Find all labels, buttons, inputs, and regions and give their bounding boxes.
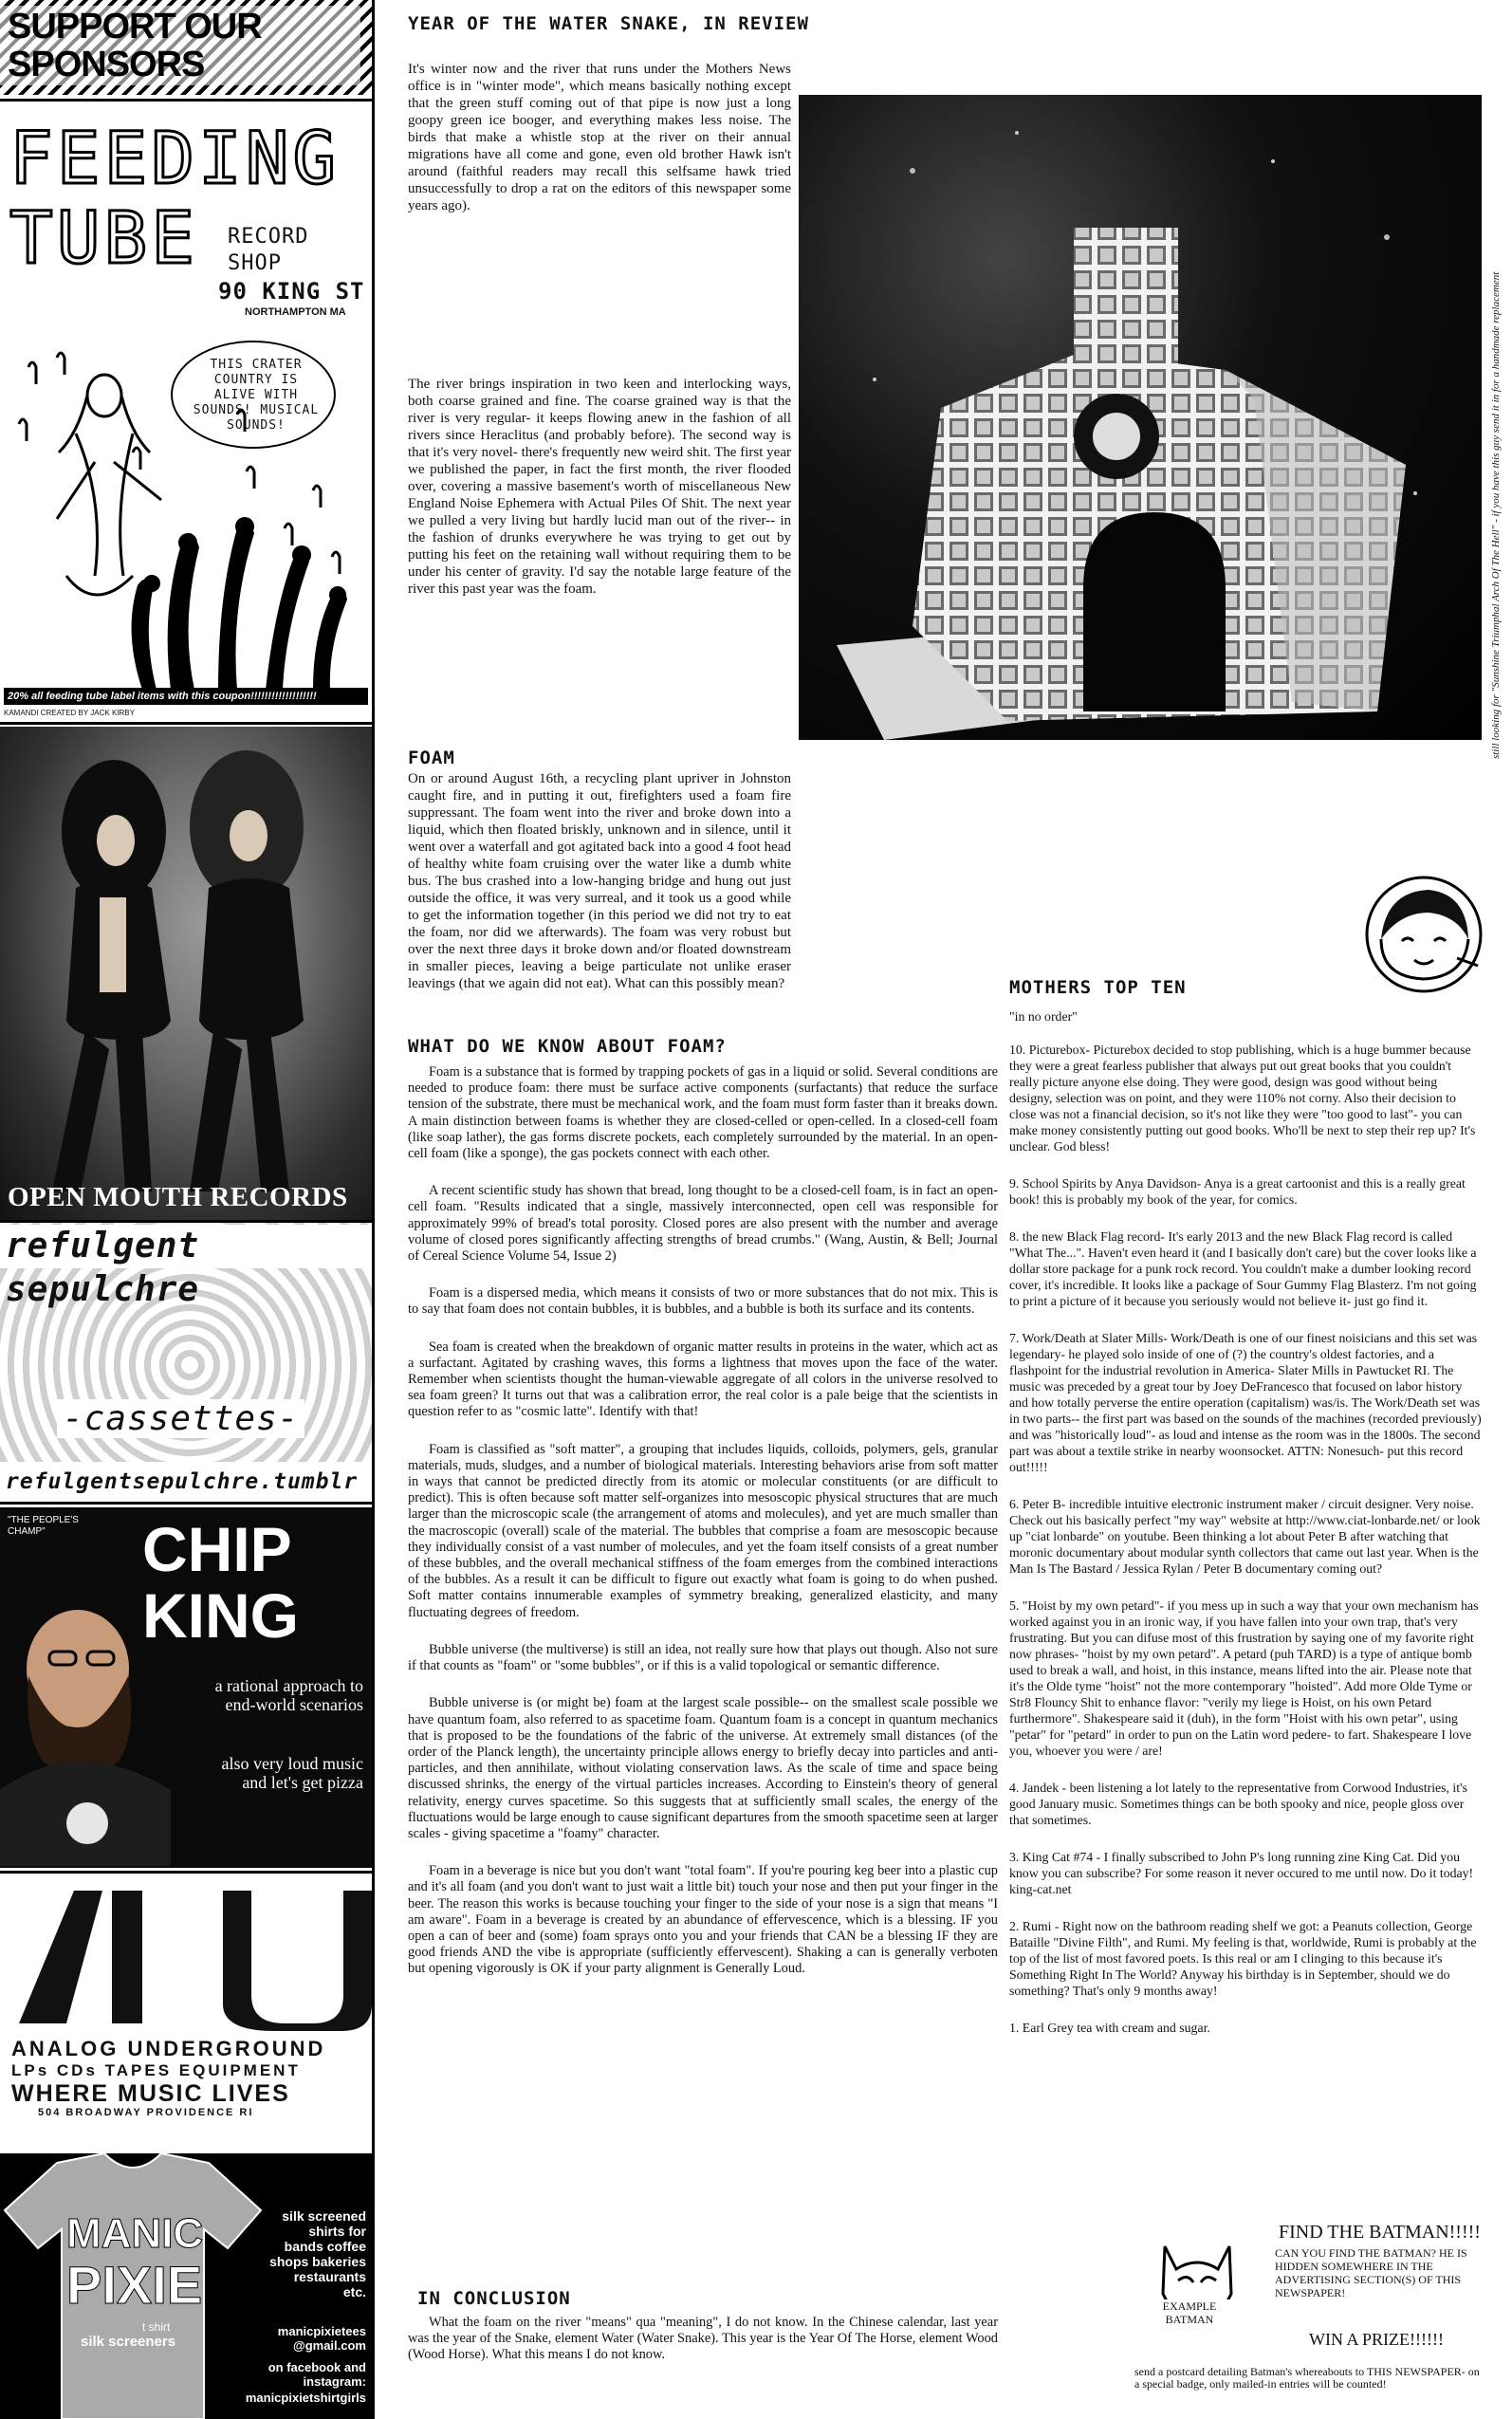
refulgent-tagline: -cassettes- [57, 1399, 304, 1438]
feeding-tube-record: RECORD [228, 225, 309, 249]
refulgent-sepulchre-ad[interactable] [0, 1220, 372, 1505]
find-batman-box [1134, 2222, 1485, 2411]
know-paragraph: Foam is a dispersed media, which means it consists of two or more substances that do not mix. This is to say that foam does not contain bubbles, it is bubbles, and a bubble is both its surface and its contents. [408, 1285, 998, 1318]
batman-footer: send a postcard detailing Batman's whereabouts to THIS NEWSPAPER- on a special badge, only mailed-in entries will be counted! [1134, 2365, 1480, 2391]
feeding-tube-title: FEEDING TUBE [9, 116, 341, 280]
analog-underground-line3: WHERE MUSIC LIVES [11, 2080, 290, 2107]
article-river: The river brings inspiration in two keen and interlocking ways, both coarse grained and fine. The coarse grained way is that the river is very regular- it keeps flowing anew in the fashion of all rivers since Heraclitus (and probably before). The second way is that it's very novel- there's frequently new weird shit. The first year we published the paper, in fact the first month, the river flooded over, covering a massive basement's worth of miscellaneous New England Noise Ephemera with Actual Piles Of Shit. The next year we pulled a very living but hardly lucid man out of the river-- in the fashion of drunks everywhere he was trying to get out by putting his feet on the retaining wall without requiring them to be under his center of gravity. I'd say the notable large feature of the river this past year was the foam. [408, 377, 791, 597]
top-ten-subtitle: "in no order" [1009, 1009, 1078, 1024]
foam-heading: FOAM [408, 748, 455, 768]
speech-bubble-text: THIS CRATER COUNTRY IS ALIVE WITH SOUNDS! MUSICAL SOUNDS! [193, 358, 320, 433]
chip-king-tagline-2: also very loud music and let's get pizza [221, 1754, 363, 1792]
article-title: YEAR OF THE WATER SNAKE, IN REVIEW [408, 13, 809, 34]
sponsors-header [0, 0, 372, 95]
refulgent-url: refulgentsepulchre.tumblr [0, 1462, 372, 1502]
know-paragraph: Bubble universe (the multiverse) is still an idea, not really sure how that plays out though. Also not sure if that counts as "foam" or "some bubbles", or if this is a valid topological or semantic difference. [408, 1641, 998, 1674]
know-paragraph: Sea foam is created when the breakdown of organic matter results in proteins in the water, which act as a surfactant. Agitated by crashing waves, this forms a lightness that moves upon the face of the water. Remember when scientists thought the human-viewable aggregate of all colors in the universe resolved to sea foam green? It turns out that was a calibration error, the real color is a pale beige that the scientists in question refer to as "cosmic latte". Identify with that! [408, 1339, 998, 1420]
kamandi-illustration [0, 329, 372, 709]
batman-description: CAN YOU FIND THE BATMAN? HE IS HIDDEN SOMEWHERE IN THE ADVERTISING SECTION(S) OF THIS NEWSPAPER! [1275, 2246, 1467, 2299]
feeding-tube-city: NORTHAMPTON MA [245, 306, 346, 318]
top-ten-item: 9. School Spirits by Anya Davidson- Anya is a great cartoonist and this is a really great book! this is probably my book of the year, for comics. [1009, 1176, 1466, 1207]
manic-pixie-services: silk screened shirts for bands coffee shops bakeries restaurants etc. [269, 2208, 366, 2299]
know-body [408, 1064, 998, 1991]
know-paragraph: Bubble universe is (or might be) foam at the largest scale possible-- on the smallest scale possible we have quantum foam, also referred to as spacetime foam. Quantum foam is a concept in quantum mechanics that is proposed to be the foundations of the fabric of the universe. At extremely small distances (of the order of the Planck length), the uncertainty principle allows energy to briefly decay into particles and anti-particles, and then annihilate, without violating conservation laws. As the scale of time and space being discussed shrinks, the energy of the virtual particles increases. According to Einstein's theory of general relativity, energy curves spacetime. So this suggests that at sufficiently small scales, the energy of the fluctuations would be large enough to cause significant departures from the smooth spacetime seen at larger scales - giving spacetime a "foamy" character. [408, 1695, 998, 1841]
analog-underground-logo [0, 1881, 372, 2033]
batman-prize: WIN A PRIZE!!!!!! [1309, 2330, 1444, 2349]
column-rule [372, 0, 384, 2419]
chip-king-photo [0, 1581, 180, 1866]
feeding-tube-shop: SHOP [228, 251, 282, 275]
arch-sculpture-graphic [799, 95, 1482, 740]
feeding-tube-address: 90 KING ST [218, 278, 365, 305]
editor-avatar-icon [1362, 873, 1485, 996]
foam-paragraph: On or around August 16th, a recycling plant upriver in Johnston caught fire, and in putting it out, firefighters used a foam fire suppressant. The foam went into the river and broke down into a liquid, which then floated briskly, unknown and in silence, until it went over a waterfall and got agitated back into a good 4 foot head of healthy white foam cruising over the water like a dumb white bus. The bus crashed into a low-hanging bridge and hung out just outside the office, it was very surreal, and it took us a good while to get the information together (in this period we did not try to eat the foam, nor did we afterwards). The foam was very robust but over the next three days it broke down and/or floated downstream in smaller pieces, leaving a beige particulate not unlike eraser leavings (that we again did not eat). What can this possibly mean? [408, 771, 791, 991]
know-paragraph: A recent scientific study has shown that bread, long thought to be a closed-cell foam, is in fact an open-cell foam. "Results indicated that a single, massively interconnected, open cell was responsible for approximately 99% of bread's total porosity. Closed pores are also present with the number and average volume of closed pores significantly affecting strengths of bread crumbs." (Wang, Austin, & Bell; Journal of Cereal Science Volume 54, Issue 2) [408, 1183, 998, 1265]
refulgent-title: refulgent sepulchre [0, 1225, 372, 1268]
band-photo [0, 727, 372, 1220]
top-ten-list [1009, 1042, 1484, 2050]
manic-pixie-screeners: silk screeners [81, 2334, 176, 2350]
chip-king-quote: "THE PEOPLE'S CHAMP" [8, 1515, 79, 1537]
top-ten-item: 10. Picturebox- Picturebox decided to stop publishing, which is a huge bummer because they were a great fearless publisher that always put out great books that you couldn't really picture anyone else doing. They were good, design was good without being designy, selection was on point, and they were 110% not corny. Also their decision to close was not a financial decision, so it's not like they were "too good to last"- you can make money consistently putting out good books. Who'll be next to step their rep up? It's unclear. God bless! [1009, 1043, 1476, 1154]
sponsors-header-text: SUPPORT OUR SPONSORS [0, 6, 360, 85]
manic-pixie-email: manicpixietees @gmail.com [277, 2324, 366, 2353]
article-intro: It's winter now and the river that runs under the Mothers News office is in "winter mode", which means basically nothing except that the green stuff coming out of that pipe is now just a long goopy green ice booger, and everything makes less noise. The birds that make a whistle stop at the river on their annual migrations have all come and gone, even old brother Hawk isn't around (faithful readers may recall this selfsame hawk tried unsuccessfully to drop a rat on the editors of this newspaper some years ago). [408, 62, 791, 213]
top-ten-item: 2. Rumi - Right now on the bathroom reading shelf we got: a Peanuts collection, George Bataille "Divine Filth", and Rumi. My feeling is that, worldwide, Rumi is probably at the top of the list of most favored poets. Is this real or am I clinging to this because it's Something Right In The World? Anyway his birthday is in September, should we do something? That's only 9 months away! [1009, 1919, 1477, 1998]
chip-king-tagline-1: a rational approach to end-world scenarios [214, 1676, 363, 1714]
batman-title: FIND THE BATMAN!!!!! [1279, 2222, 1481, 2243]
feeding-tube-coupon: 20% all feeding tube label items with this coupon!!!!!!!!!!!!!!!!!!! [4, 688, 368, 705]
know-paragraph: Foam is a substance that is formed by trapping pockets of gas in a liquid or solid. Several conditions are needed to produce foam: there must be surface active components (surfactants) that reduce the surface tension of the substrate, there must be mechanical work, and the foam must form faster than it breaks down. A main distinction between foams is whether they are closed-celled or open-celled. In a closed-cell foam (like soap lather), the gas forms discrete pockets, each completely surrounded by the material. In an open-cell foam (like a sponge), the gas pockets connect with each other. [408, 1064, 998, 1162]
feeding-tube-ad[interactable] [0, 99, 372, 725]
conclusion-paragraph: What the foam on the river "means" qua "meaning", I do not know. In the Chinese calendar, last year was the year of the Snake, element Water (Water Snake). This year is the Year Of The Horse, element Wood (Wood Horse). What this means I do not know. [408, 2315, 998, 2363]
photo-sculpture [799, 95, 1482, 740]
manic-pixie-word2: PIXIE [66, 2255, 203, 2315]
manic-pixie-handle: manicpixietshirtgirls [245, 2391, 366, 2405]
top-ten-item: 6. Peter B- incredible intuitive electronic instrument maker / circuit designer. Very noise. Check out his basically perfect "my way" website at http://www.ciat-lonbarde.net/ or look up "ciat lonbarde" on youtube. Been thinking a lot about Peter B after watching that moronic documentary about modular synth collectors that came out last year. When is the Man Is The Bastard / Jessica Rylan / Peter B documentary coming out? [1009, 1497, 1481, 1576]
analog-underground-line4: 504 BROADWAY PROVIDENCE RI [38, 2107, 254, 2117]
open-mouth-records-label: OPEN MOUTH RECORDS [8, 1182, 348, 1212]
top-ten-heading: MOTHERS TOP TEN [1009, 977, 1187, 998]
chip-king-ad[interactable] [0, 1507, 372, 1868]
feeding-tube-credit: KAMANDI CREATED BY JACK KIRBY [4, 709, 135, 717]
top-ten-item: 4. Jandek - been listening a lot lately to the representative from Corwood Industries, it's good January music. Sometimes things can be both spooky and nice, people gloss over that sometimes. [1009, 1781, 1467, 1827]
top-ten-item: 8. the new Black Flag record- It's early 2013 and the new Black Flag record is called "What The...". Haven't even heard it (and I basically don't care) but the cover looks like a dollar store package for a punk rock record. You couldn't make a dumber looking record cover, it's incredible. It looks like a package of Sour Gummy Flag Blasterz. I'm not going to print a picture of it because you seriously would not believe it- just go find it. [1009, 1229, 1477, 1308]
sponsor-sidebar [0, 0, 375, 2419]
know-paragraph: Foam is classified as "soft matter", a grouping that includes liquids, colloids, polymers, gels, granular materials, muds, sludges, and a number of biological materials. Interesting behaviors arise from soft matter in ways that cannot be predicted directly from its atomic or molecular constituents (or are difficult to predict). This is often because soft matter self-organizes into mesoscopic physical structures that are much larger than the microscopic scale (the arrangement of atoms and molecules), and yet are much smaller than the macroscopic (overall) scale of the material. The bubbles that comprise a foam are mesoscopic because they individually consist of a vast number of molecules, and yet the foam itself consists of a great number of these bubbles, and the overall mechanical stiffness of the foam emerges from the combined interactions of the bubbles. As a result it can be difficult to figure out exactly what foam is going to do when pushed. Soft matter contains innumerable examples of symmetry breaking, generalized elasticity, and many fluctuating degrees of freedom. [408, 1441, 998, 1620]
manic-pixie-ad[interactable] [0, 2153, 372, 2419]
top-ten-item: 7. Work/Death at Slater Mills- Work/Death is one of our finest noisicians and this set was legendary- he played solo inside of one of (?) the country's oldest factories, and a flashpoint for the industrial revolution in America- Slater Mills in Pawtucket RI. The music was preceded by a great tour by Joey DeFrancesco that focused on labor history and how totally perverse the entire operation (capitalism) was/is. The Work/Death set was in two parts-- the first part was based on the sounds of the machines (recorded previously) and was "historically loud"- as loud and intense as the room was in the 1800s. The second part was about a textile strike in nearby woonsocket. ATTN: Nonesuch- put this record out!!!!! [1009, 1331, 1482, 1474]
manic-pixie-shirt: t shirt [142, 2320, 171, 2334]
manic-pixie-word1: MANIC [66, 2210, 204, 2257]
top-ten-item: 3. King Cat #74 - I finally subscribed to John P's long running zine King Cat. Did you know you can subscribe? For some reason it never occured to me until now. Do it today! king-cat.net [1009, 1850, 1474, 1896]
analog-underground-line2: LPs CDs TAPES EQUIPMENT [11, 2061, 301, 2079]
chip-king-name-2: KING [142, 1580, 299, 1651]
know-paragraph: Foam in a beverage is nice but you don't want "total foam". If you're pouring keg beer into a plastic cup and it's all foam (and you don't want to just wait a little bit) touch your nose and then put your finger in the beer. The reason this works is because touching your finger to the side of your nose is a sign that means "I am aware". Foam in a beverage is created by an abundance of effervescence, which is a blessing. IF you open a can of beer and (some) foam sprays onto you and your friends that CAN be a blessing IF they are good friends AND the vibe is appropriate (sufficiently effervescent). Shaking a can is generally verboten but opening vigorously is OK if your party alignment is Generally Loud. [408, 1863, 998, 1977]
analog-underground-ad[interactable] [0, 1871, 372, 2117]
manic-pixie-social: on facebook and instagram: [267, 2360, 366, 2389]
analog-underground-line1: ANALOG UNDERGROUND [11, 2037, 326, 2060]
chip-king-name-1: CHIP [142, 1514, 292, 1584]
photo-caption: still looking for "Sunshine Triumphal Arch Of The Hell" - if you have this guy send it in for a handmade replacement [1490, 271, 1502, 759]
top-ten-item: 1. Earl Grey tea with cream and sugar. [1009, 2021, 1210, 2035]
batman-example-label: EXAMPLE BATMAN [1142, 2299, 1237, 2326]
conclusion-heading: IN CONCLUSION [417, 2288, 571, 2309]
know-heading: WHAT DO WE KNOW ABOUT FOAM? [408, 1036, 727, 1057]
open-mouth-records-ad[interactable] [0, 727, 372, 1220]
top-ten-item: 5. "Hoist by my own petard"- if you mess up in such a way that your own mechanism has worked against you in an ironic way, if you have fallen into your own trap, that's very frustrating. But you can difuse most of this frustration by saying one of my favorite right now phrases- "hoist by my own petard". A petard (puh TARD) is a type of antique bomb used to break a wall, and hoist, in this instance, means lifted into the air. Please note that it's the Olde tyme "hoist" not the more contemporary "hoisted". Add more Olde Tyme or Str8 Flouncy Shit to enhance flavor: "verily my liege is Hoist, on his own Petard furthermore". Shakespeare said it (duh), in the form "Hoist with his own petar", using "petar" for "petard" in order to pun on the Latin word pedere- to fart. Shakespeare I love you, whoever you were / are! [1009, 1598, 1479, 1758]
